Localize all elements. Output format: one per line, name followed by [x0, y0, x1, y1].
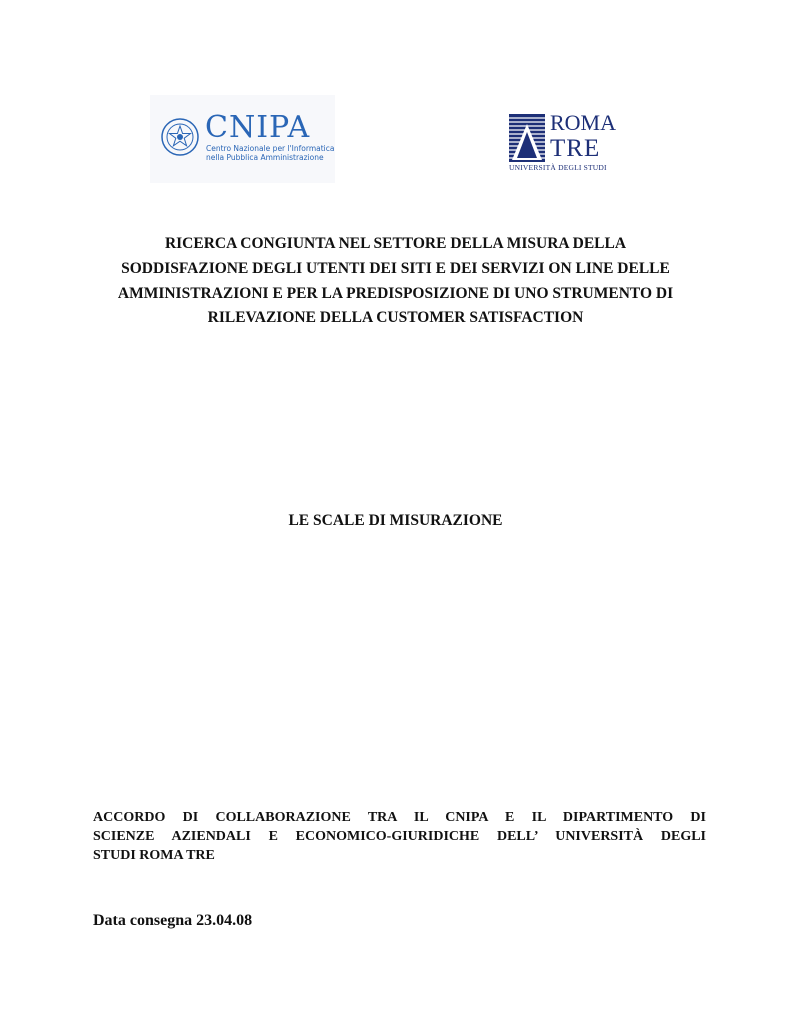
delivery-date: Data consegna 23.04.08: [93, 912, 253, 929]
cnipa-subtitle-line: nella Pubblica Amministrazione: [206, 153, 324, 162]
cnipa-logo-subtitle: [206, 144, 336, 162]
document-title-line: SODDISFAZIONE DEGLI UTENTI DEI SITI E DEI SERVIZI ON LINE DELLE: [121, 260, 670, 277]
cnipa-logo-text: CNIPA: [205, 110, 311, 145]
roma-tre-logo-subtitle: UNIVERSITÀ DEGLI STUDI: [509, 163, 607, 172]
document-subtitle: LE SCALE DI MISURAZIONE: [288, 512, 503, 529]
republic-seal-icon: [160, 117, 200, 157]
cnipa-subtitle-line: Centro Nazionale per l'Informatica: [206, 144, 335, 153]
agreement-text-line: SCIENZE AZIENDALI E ECONOMICO-GIURIDICHE DELL’ UNIVERSITÀ DEGLI: [93, 829, 706, 844]
document-title-line: RICERCA CONGIUNTA NEL SETTORE DELLA MISURA DELLA: [164, 235, 627, 252]
roma-logo-text: ROMA: [550, 110, 617, 135]
roma-tre-emblem-icon: [509, 114, 545, 162]
cnipa-logo: [150, 95, 335, 183]
agreement-text-line: STUDI ROMA TRE: [93, 848, 215, 863]
document-title-line: RILEVAZIONE DELLA CUSTOMER SATISFACTION: [207, 309, 584, 326]
tre-logo-text: TRE: [550, 135, 601, 162]
document-title-line: AMMINISTRAZIONI E PER LA PREDISPOSIZIONE DI UNO STRUMENTO DI: [117, 285, 674, 302]
agreement-text-line: ACCORDO DI COLLABORAZIONE TRA IL CNIPA E IL DIPARTIMENTO DI: [93, 810, 706, 825]
roma-tre-logo: [509, 110, 617, 172]
